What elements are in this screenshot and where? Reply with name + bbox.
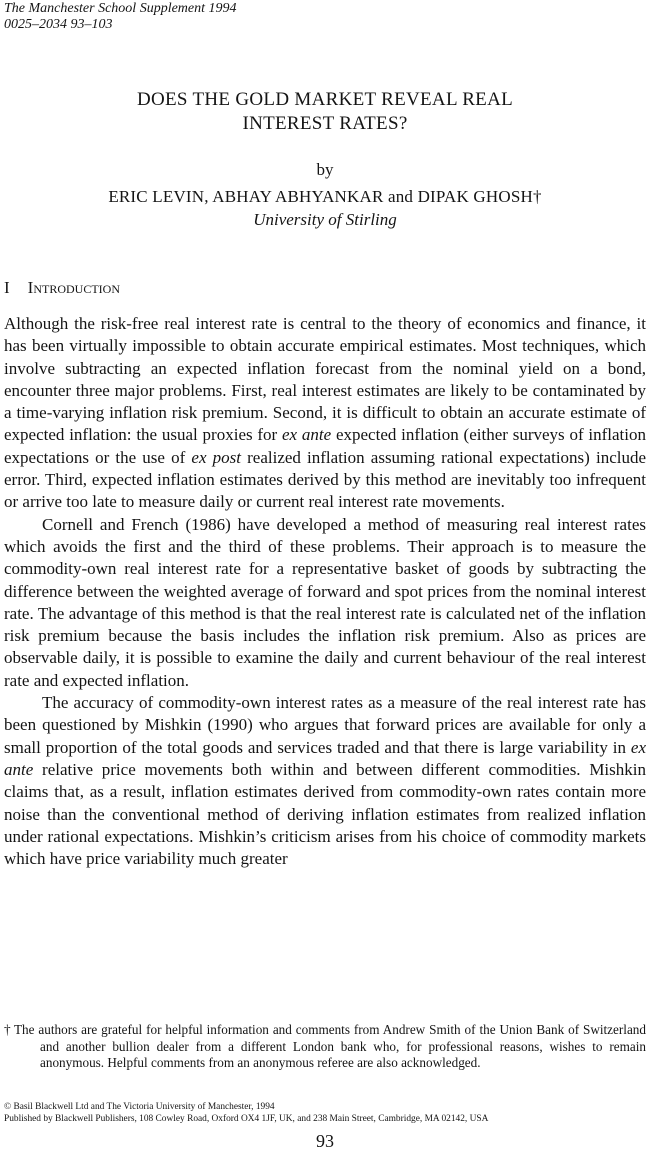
- publisher-line: Published by Blackwell Publishers, 108 Cowley Road, Oxford OX4 1JF, UK, and 238 Main Street, Cambridge, MA 02142, USA: [4, 1114, 489, 1124]
- paragraph-1-part-a: Although the risk-free real interest rate is central to the theory of economics and finance, it has been virtually impossible to obtain accurate empirical estimates. Most techniques, which involve subtracting an expected inflation forecast from the nominal yield on a bond, encounter three major problems. First, real interest estimates are likely to be contaminated by a time-varying inflation risk premium. Second, it is difficult to obtain an accurate estimate of expected inflation: the usual proxies for: [4, 314, 646, 445]
- paragraph-1-part-b: expected inflation (either surveys of inflation expectations or the use of: [4, 425, 647, 467]
- paragraph-2: Cornell and French (1986) have developed a method of measuring real interest rates which avoids the first and the third of these problems. Their approach is to measure the commodity-own real interest rate for a representative basket of goods by subtracting the difference between the weighted average of forward and spot prices from the nominal interest rate. The advantage of this method is that the real interest rate is calculated net of the inflation risk premium because the basis includes the inflation risk premium. Also as prices are observable daily, it is possible to examine the daily and current behaviour of the real interest rate and expected inflation.: [4, 514, 646, 690]
- authors: ERIC LEVIN, ABHAY ABHYANKAR and DIPAK GHOSH†: [108, 187, 542, 206]
- title-line-1: DOES THE GOLD MARKET REVEAL REAL: [136, 89, 514, 110]
- section-title: Introduction: [27, 278, 120, 297]
- paragraph-3-part-b: relative price movements both within and between different commodities. Mishkin claims that, as a result, inflation estimates derived from commodity-own rates contain more noise than the conventional method of deriving inflation estimates from realized inflation under rational expectations. Mishkin’s criticism arises from his choice of commodity markets which have price variability much greater: [4, 759, 646, 869]
- footnote-marker: †: [4, 1022, 11, 1037]
- paragraph-3-part-a: The accuracy of commodity-own interest rates as a measure of the real interest rate has been questioned by Mishkin (1990) who argues that forward prices are available for only a small proportion of the total goods and services traded and that there is large variability in: [4, 693, 646, 757]
- paragraph-1-part-c: realized inflation assuming rational expectations) include error. Third, expected inflation estimates derived by this method are inevitably too infrequent or arrive too late to measure daily or current real interest rate movements.: [4, 447, 647, 512]
- paragraph-3: [4, 692, 646, 870]
- section-number: I: [4, 278, 10, 297]
- article-title: [0, 88, 650, 136]
- copyright-line: © Basil Blackwell Ltd and The Victoria University of Manchester, 1994: [4, 1102, 275, 1112]
- italic-ex-post: ex post: [191, 447, 241, 467]
- by-line: by: [316, 160, 334, 179]
- affiliation: University of Stirling: [253, 210, 397, 229]
- footnote-text: The authors are grateful for helpful information and comments from Andrew Smith of the Union Bank of Switzerland and another bullion dealer from a different London bank who, for professional reasons, wishes to remain anonymous. Helpful comments from an anonymous referee are also acknowledged.: [14, 1022, 646, 1070]
- page-number: 93: [316, 1131, 334, 1151]
- italic-ex-ante: ex ante: [4, 737, 646, 779]
- section-heading: [4, 278, 120, 298]
- italic-ex-ante: ex ante: [282, 425, 332, 445]
- journal-name: The Manchester School Supplement 1994: [4, 1, 237, 16]
- issn-pages: 0025–2034 93–103: [4, 17, 113, 32]
- paragraph-1: [4, 313, 646, 514]
- footnote: [4, 1022, 646, 1072]
- body-text: [4, 313, 646, 870]
- title-line-2: INTEREST RATES?: [242, 113, 408, 134]
